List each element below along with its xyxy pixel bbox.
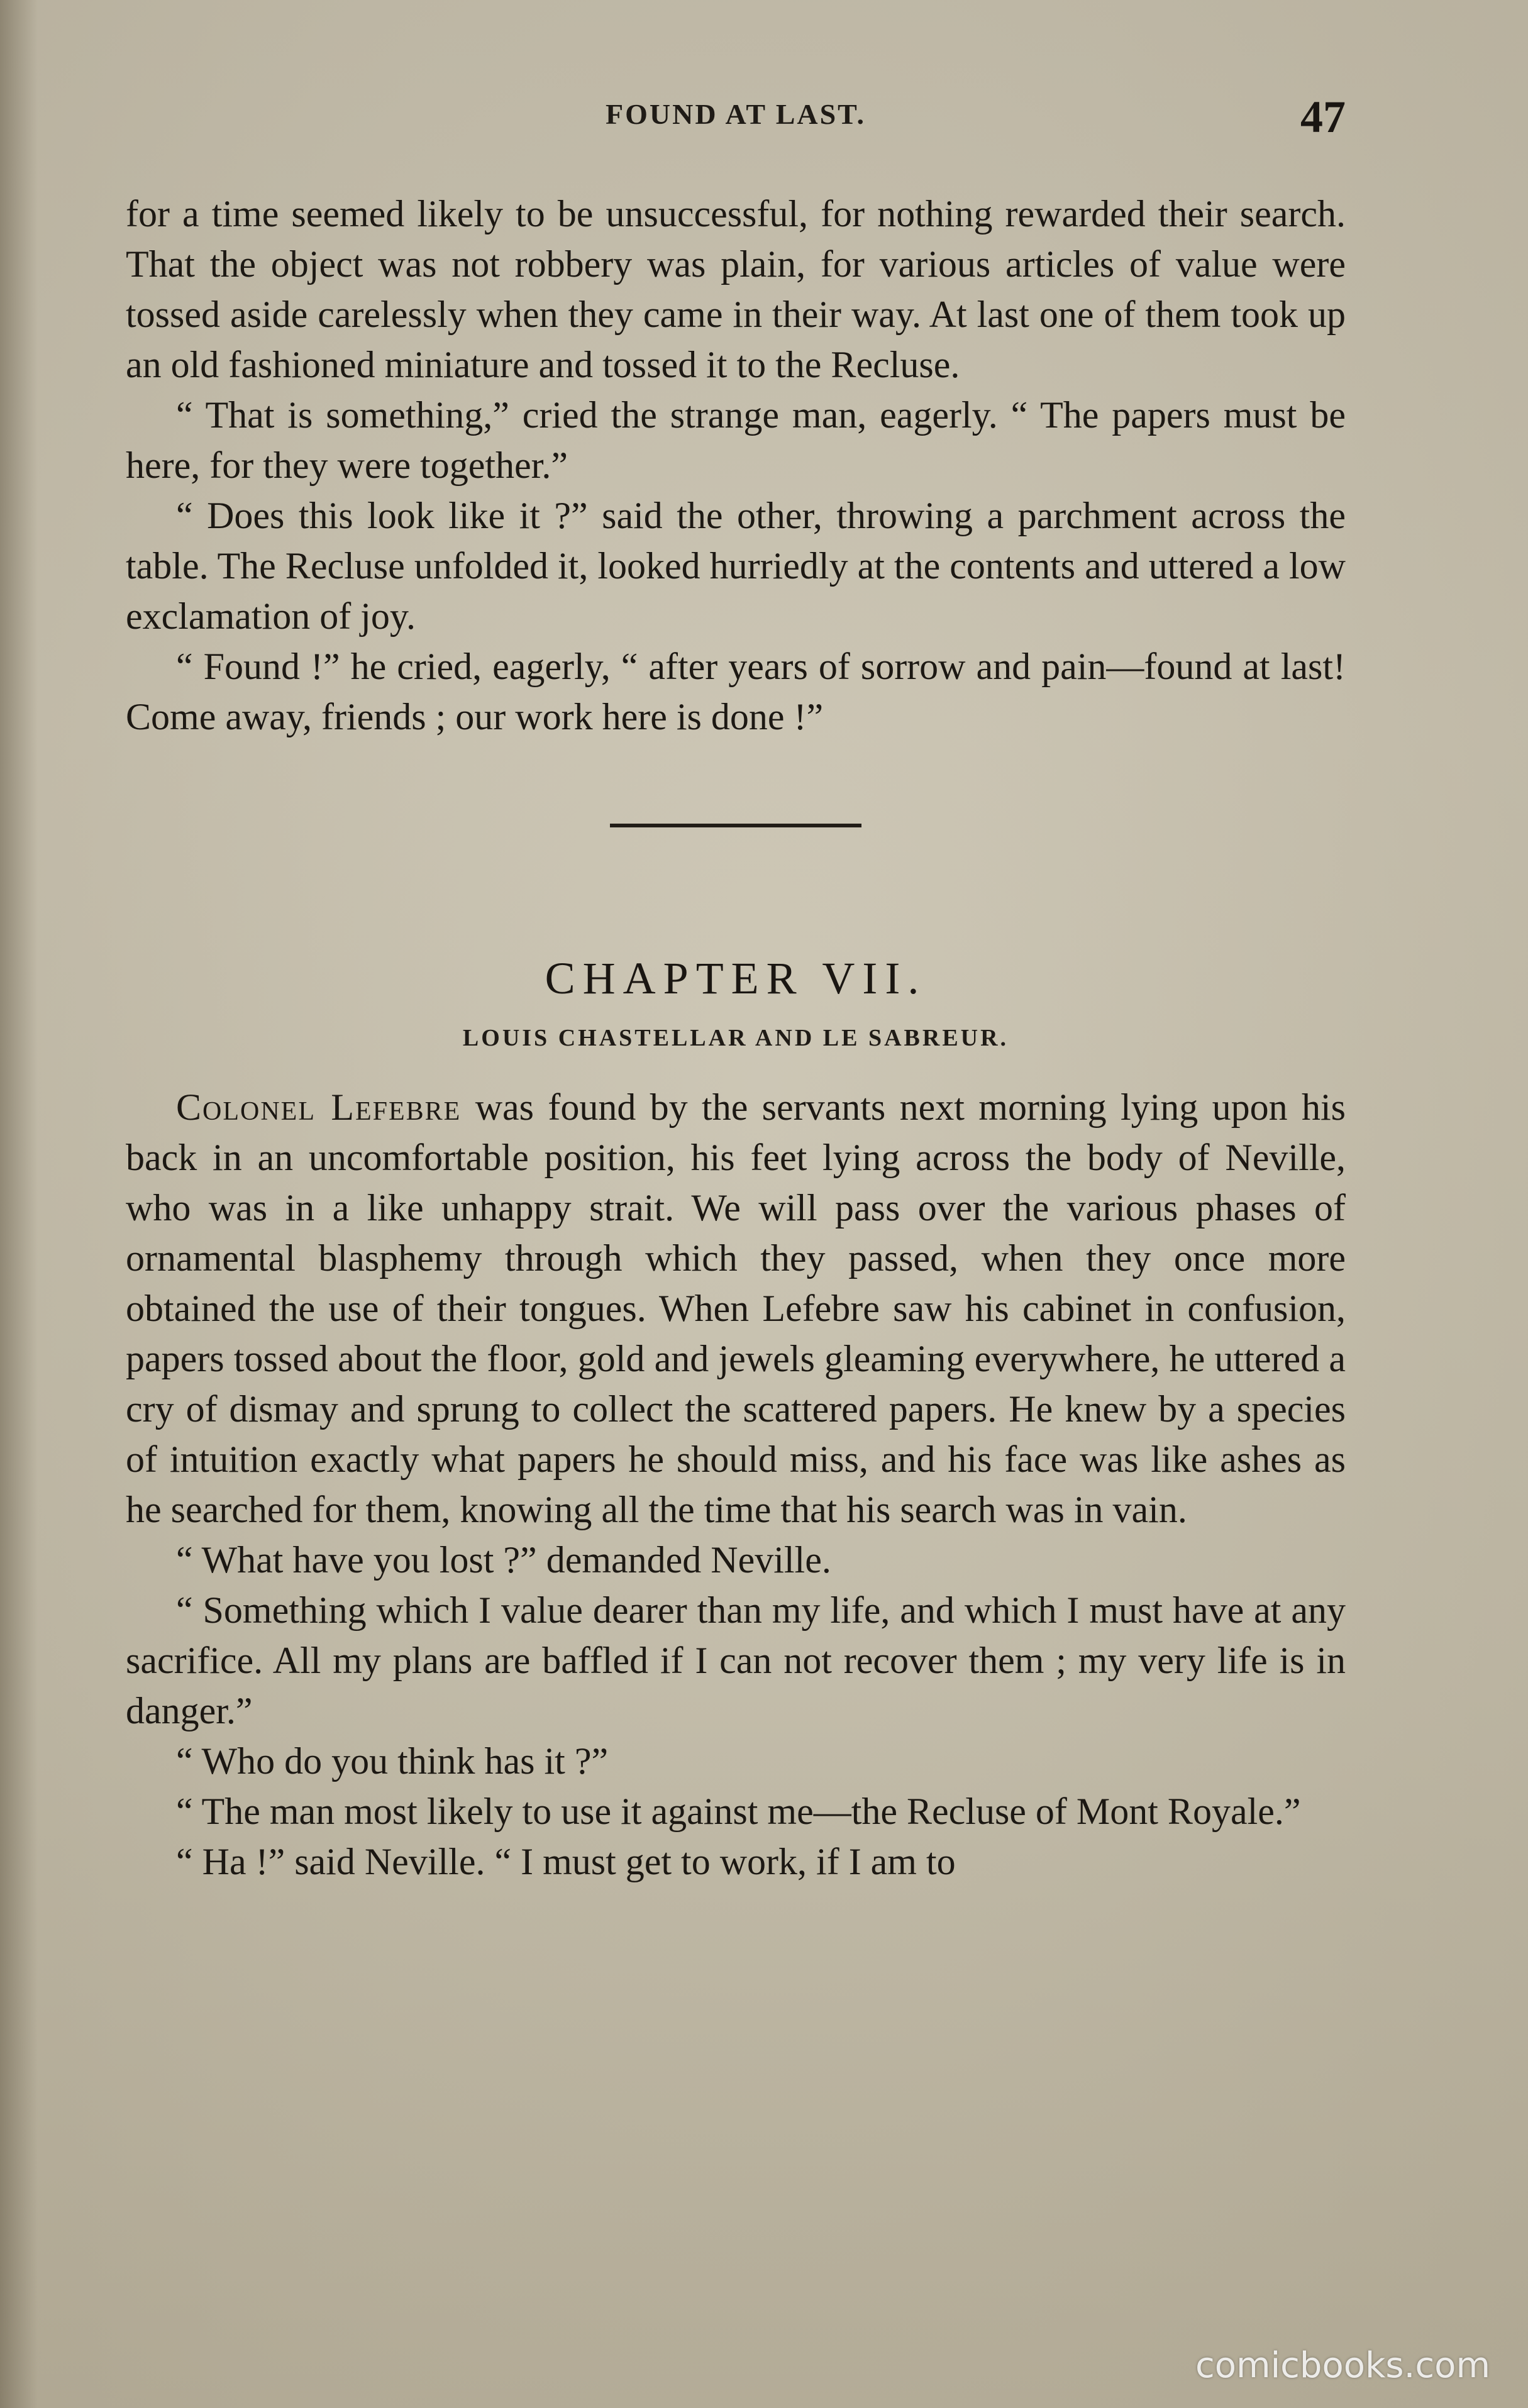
- opening-name: Colonel Lefebre: [176, 1086, 462, 1128]
- section-divider: [610, 824, 861, 827]
- chapter-title: CHAPTER VII.: [545, 953, 927, 1003]
- chapter-opening-paragraph: [126, 1082, 1346, 1535]
- text-block: [126, 189, 1346, 1887]
- paragraph: “ What have you lost ?” demanded Neville.: [176, 1539, 831, 1581]
- watermark: comicbooks.com: [1195, 2345, 1490, 2386]
- paragraph: “ That is something,” cried the strange man, eagerly. “ The papers must be here, for they were together.”: [126, 394, 1346, 486]
- page-header: [126, 91, 1346, 148]
- opening-text: was found by the servants next morning lying upon his back in an uncomfortable position, his feet lying across the body of Neville, who was in a like unhappy strait. We will pass over the various phases of ornamental blasphemy through which they passed, when they once more obtained the use of their tongues. When Lefebre saw his cabinet in confusion, papers tossed about the floor, gold and jewels gleaming everywhere, he uttered a cry of dismay and sprung to collect the scattered papers. He knew by a species of intuition exactly what papers he should miss, and his face was like ashes as he searched for them, knowing all the time that his search was in vain.: [126, 1086, 1346, 1530]
- chapter-subtitle: LOUIS CHASTELLAR AND LE SABREUR.: [462, 1025, 1009, 1051]
- paragraph: for a time seemed likely to be unsuccessful, for nothing rewarded their search. That the object was not robbery was plain, for various articles of value were tossed aside carelessly when they came in their way. At last one of them took up an old fashioned miniature and tossed it to the Recluse.: [126, 193, 1346, 385]
- paragraph: “ Found !” he cried, eagerly, “ after years of sorrow and pain—found at last! Come away, friends ; our work here is done !”: [126, 646, 1346, 737]
- paragraph: “ Something which I value dearer than my life, and which I must have at any sacrifice. All my plans are baffled if I can not recover them ; my very life is in danger.”: [126, 1589, 1346, 1731]
- paragraph: “ The man most likely to use it against me—the Recluse of Mont Royale.”: [176, 1791, 1301, 1832]
- paragraph: “ Does this look like it ?” said the other, throwing a parchment across the table. The Recluse unfolded it, looked hurriedly at the contents and uttered a low exclamation of joy.: [126, 495, 1346, 637]
- page-number: 47: [1300, 92, 1346, 142]
- paragraph: “ Ha !” said Neville. “ I must get to work, if I am to: [176, 1841, 956, 1882]
- paragraph: “ Who do you think has it ?”: [176, 1740, 609, 1782]
- running-head: FOUND AT LAST.: [606, 98, 866, 130]
